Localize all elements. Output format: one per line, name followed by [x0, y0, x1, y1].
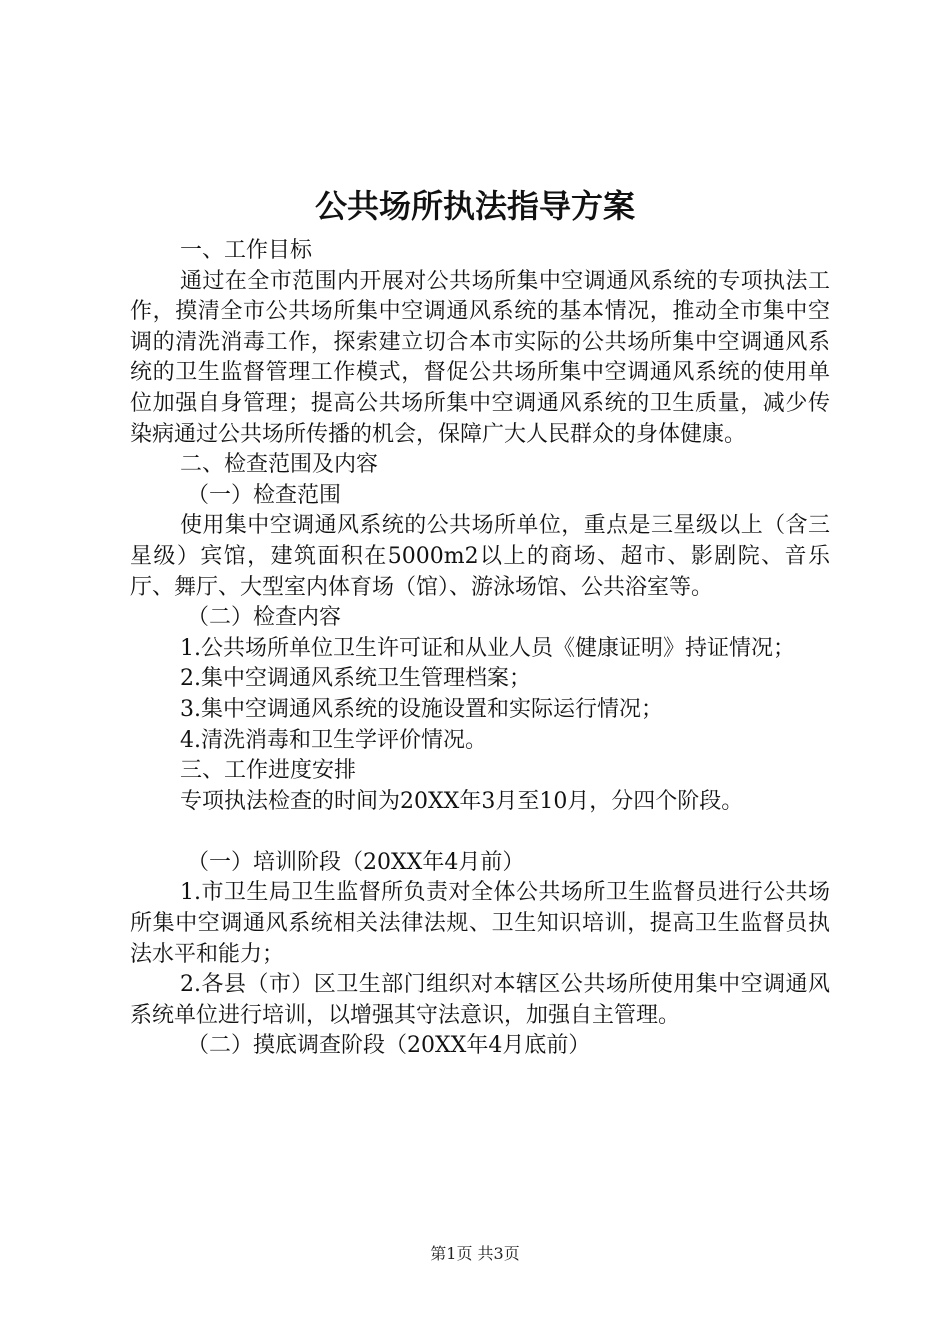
body-paragraph: 通过在全市范围内开展对公共场所集中空调通风系统的专项执法工作，摸清全市公共场所集中空调通风系统的基本情况，推动全市集中空调的清洗消毒工作，探索建立切合本市实际的公共场所集中空调通风系统的卫生监督管理工作模式，督促公共场所集中空调通风系统的使用单位加强自身管理；提高公共场所集中空调通风系统的卫生质量，减少传染病通过公共场所传播的机会，保障广大人民群众的身体健康。 [130, 268, 830, 447]
list-item: 1.公共场所单位卫生许可证和从业人员《健康证明》持证情况； [180, 635, 795, 661]
page-number-footer: 第1页 共3页 [430, 1244, 520, 1263]
subsection-heading: （二）检查内容 [187, 605, 342, 631]
document-title: 公共场所执法指导方案 [314, 187, 635, 225]
list-item: 4.清洗消毒和卫生学评价情况。 [180, 727, 487, 753]
section-heading-3: 三、工作进度安排 [180, 758, 357, 784]
body-paragraph: 使用集中空调通风系统的公共场所单位，重点是三星级以上（含三星级）宾馆，建筑面积在5000m2以上的商场、超市、影剧院、音乐厅、舞厅、大型室内体育场（馆）、游泳场馆、公共浴室等。 [130, 513, 830, 600]
subsection-heading: （一）培训阶段（20XX年4月前） [187, 849, 525, 875]
blank-line [130, 817, 830, 848]
list-item: 2.集中空调通风系统卫生管理档案； [180, 666, 531, 692]
section-heading-1: 一、工作目标 [180, 238, 313, 263]
document-body [130, 236, 830, 1062]
body-paragraph: 专项执法检查的时间为20XX年3月至10月，分四个阶段。 [180, 788, 744, 814]
list-item: 2.各县（市）区卫生部门组织对本辖区公共场所使用集中空调通风系统单位进行培训，以增强其守法意识，加强自主管理。 [130, 972, 830, 1028]
section-heading-2: 二、检查范围及内容 [180, 452, 379, 478]
subsection-heading: （一）检查范围 [187, 482, 342, 508]
list-item: 1.市卫生局卫生监督所负责对全体公共场所卫生监督员进行公共场所集中空调通风系统相关法律法规、卫生知识培训，提高卫生监督员执法水平和能力； [130, 880, 830, 967]
subsection-heading: （二）摸底调查阶段（20XX年4月底前） [187, 1033, 591, 1059]
list-item: 3.集中空调通风系统的设施设置和实际运行情况； [180, 696, 663, 722]
